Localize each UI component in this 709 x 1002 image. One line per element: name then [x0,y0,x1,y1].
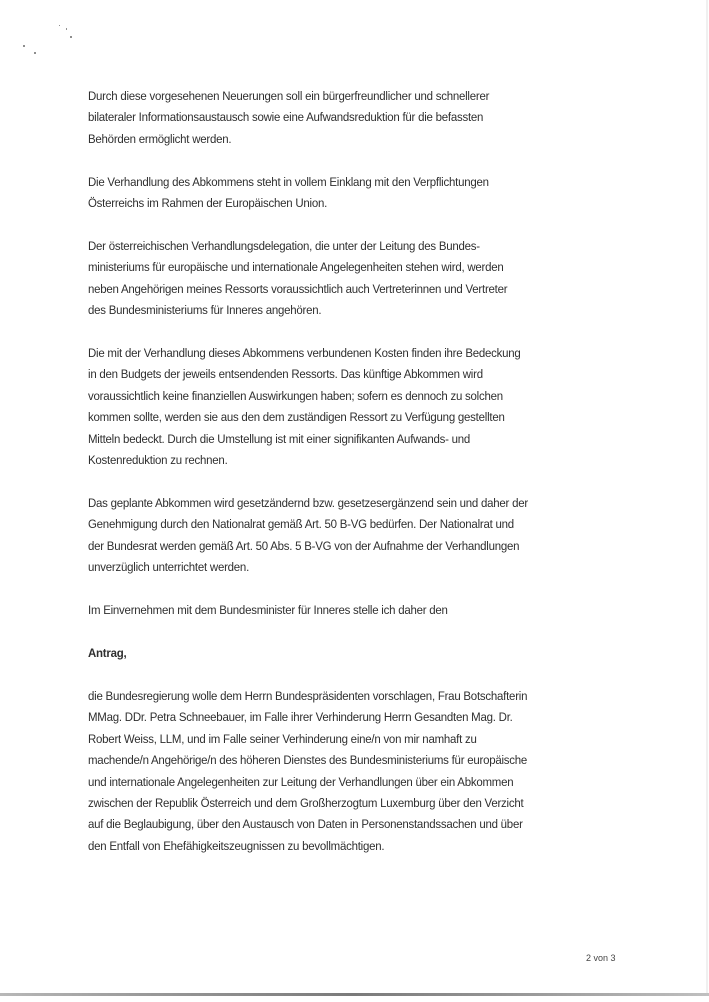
paragraph-delegation [88,236,668,322]
paragraph-einvernehmen [88,600,668,621]
text-line: zwischen der Republik Österreich und dem Großherzogtum Luxemburg über den Verzicht [88,795,524,810]
page-number: 2 von 3 [586,953,616,963]
paragraph-einklang [88,172,668,215]
paragraph-antrag [88,686,668,857]
text-line: Die Verhandlung des Abkommens steht in vollem Einklang mit den Verpflichtungen [88,174,489,189]
text-line: Durch diese vorgesehenen Neuerungen soll ein bürgerfreundlicher und schnellerer [88,89,490,103]
paragraph-spacer [88,622,668,643]
scan-speck [59,25,60,26]
scan-speck [66,28,67,30]
section-heading [88,643,668,664]
text-line: Behörden ermöglicht werden. [88,131,232,146]
text-line: Im Einvernehmen mit dem Bundesminister für Inneres stelle ich daher den [88,603,448,618]
text-line: der Bundesrat werden gemäß Art. 50 Abs. 5 B-VG von der Aufnahme der Verhandlungen [88,538,520,553]
paragraph-genehmigung [88,493,668,579]
scan-speck [34,52,36,54]
text-line: Genehmigung durch den Nationalrat gemäß Art. 50 B-VG bedürfen. Der Nationalrat und [88,517,514,532]
text-line: voraussichtlich keine finanziellen Auswirkungen haben; sofern es dennoch zu solchen [88,388,503,403]
text-line: neben Angehörigen meines Ressorts voraussichtlich auch Vertreterinnen und Vertreter [88,281,508,296]
text-line: Das geplante Abkommen wird gesetzändernd bzw. gesetzesergänzend sein und daher der [88,496,528,511]
paragraph-spacer [88,150,668,171]
text-line: bilateraler Informationsaustausch sowie eine Aufwandsreduktion für die befassten [88,110,484,125]
text-line: Mitteln bedeckt. Durch die Umstellung ist mit einer signifikanten Aufwands- und [88,431,471,446]
text-line: Antrag, [88,645,127,660]
text-line: unverzüglich unterrichtet werden. [88,560,250,575]
text-line: in den Budgets der jeweils entsendenden Ressorts. Das künftige Abkommen wird [88,367,483,382]
text-line: die Bundesregierung wolle dem Herrn Bundespräsidenten vorschlagen, Frau Botschafterin [88,688,528,703]
paragraph-kosten [88,343,668,472]
text-line: kommen sollte, werden sie aus den dem zuständigen Ressort zu Verfügung gestellten [88,410,505,425]
document-body [88,86,668,857]
scan-edge-line [0,993,709,996]
text-line: Der österreichischen Verhandlungsdelegation, die unter der Leitung des Bundes- [88,238,480,253]
text-line: Österreichs im Rahmen der Europäischen Union. [88,196,328,211]
text-line: und internationale Angelegenheiten zur Leitung der Verhandlungen über ein Abkommen [88,774,514,789]
scan-speck [23,45,25,47]
text-line: Robert Weiss, LLM, und im Falle seiner Verhinderung eine/n von mir namhaft zu [88,731,477,746]
paragraph-spacer [88,472,668,493]
text-line: den Entfall von Ehefähigkeitszeugnissen zu bevollmächtigen. [88,838,385,853]
text-line: auf die Beglaubigung, über den Austausch von Daten in Personenstandssachen und über [88,817,523,832]
text-line: des Bundesministeriums für Inneres angehören. [88,303,322,318]
text-line: Die mit der Verhandlung dieses Abkommens verbundenen Kosten finden ihre Bedeckung [88,346,521,361]
text-line: ministeriums für europäische und internationale Angelegenheiten stehen wird, werden [88,260,504,275]
paragraph-spacer [88,579,668,600]
text-line: MMag. DDr. Petra Schneebauer, im Falle ihrer Verhinderung Herrn Gesandten Mag. Dr. [88,710,513,725]
paragraph-spacer [88,664,668,685]
text-line: Kostenreduktion zu rechnen. [88,453,228,468]
paragraph-neuerungen [88,86,668,150]
paragraph-spacer [88,322,668,343]
paragraph-spacer [88,215,668,236]
scan-speck [70,36,72,38]
text-line: machende/n Angehörige/n des höheren Dienstes des Bundesministeriums für europäische [88,753,528,768]
